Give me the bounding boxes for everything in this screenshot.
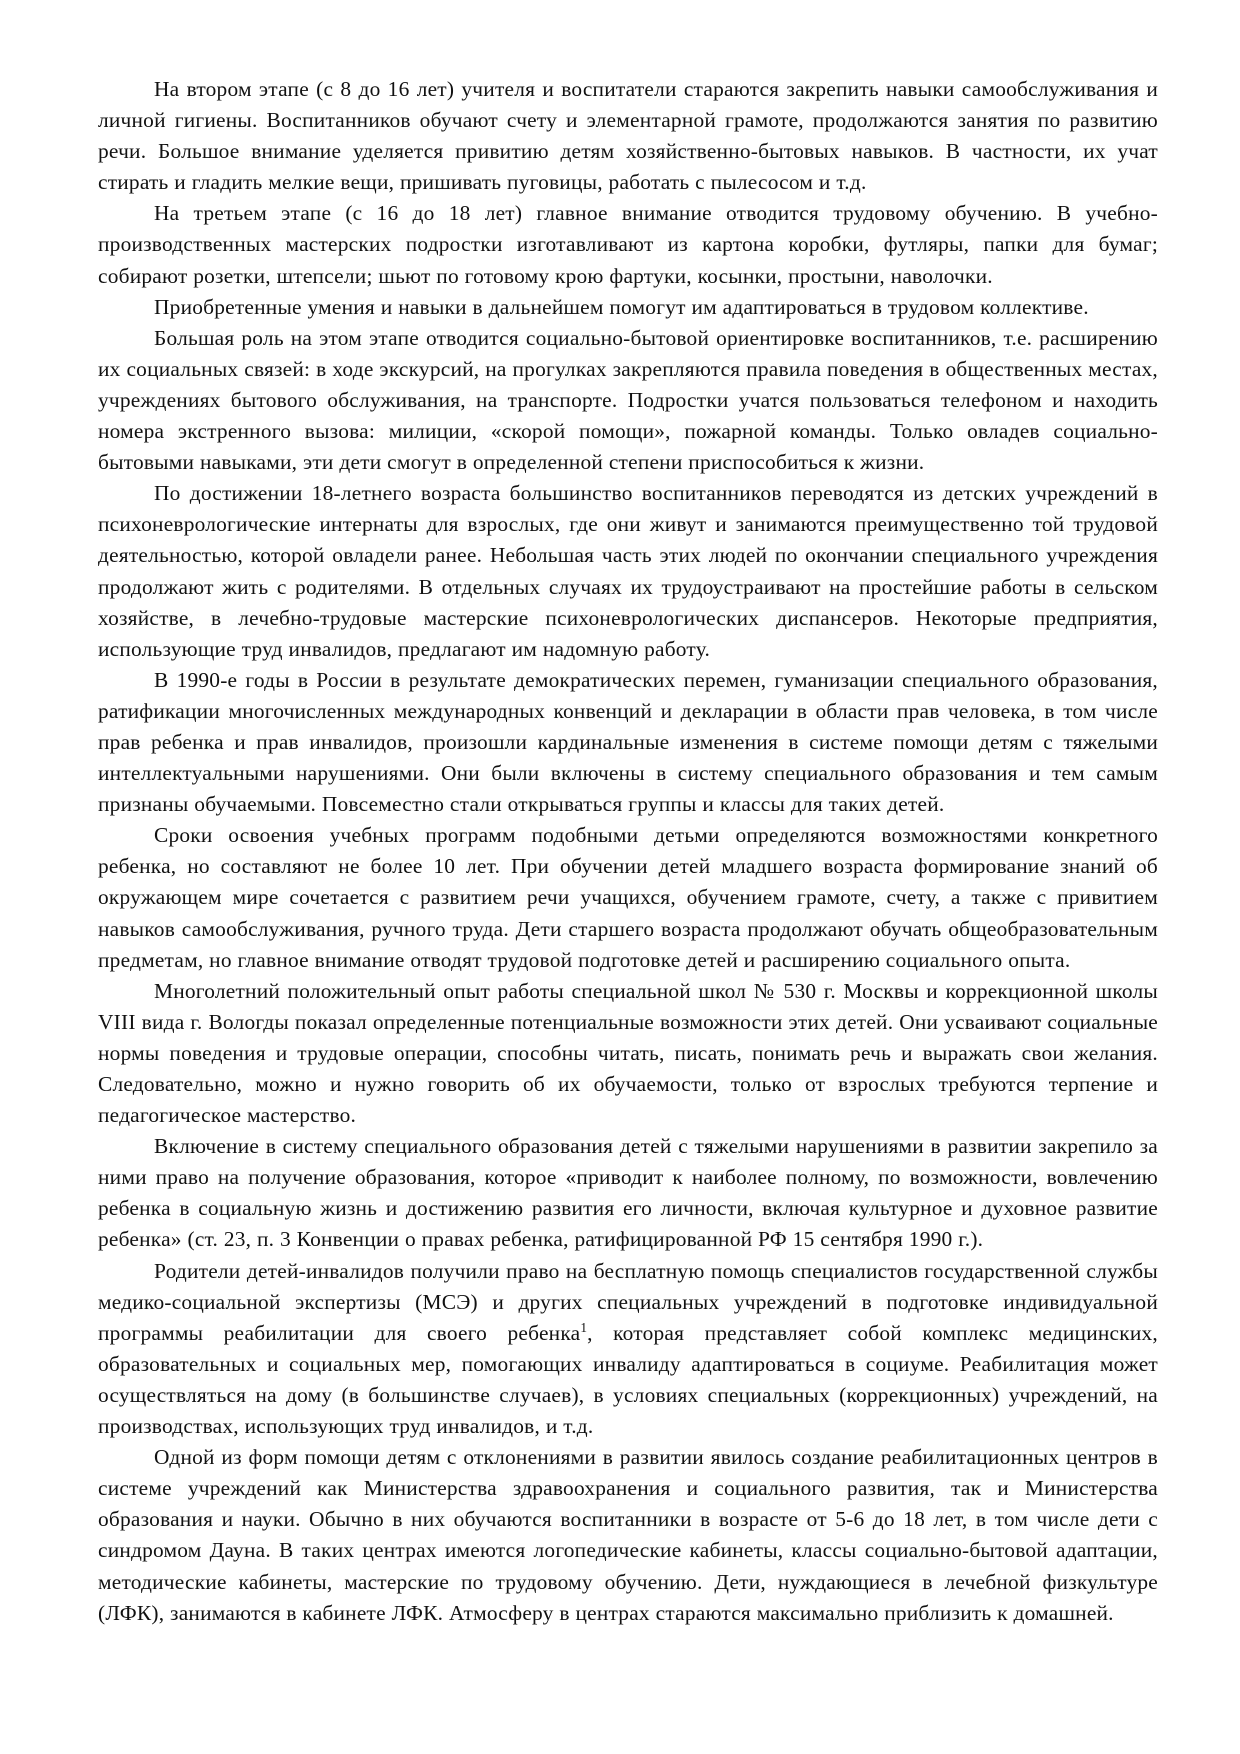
paragraph-rehab-centers: Одной из форм помощи детям с отклонениями в развитии явилось создание реабилитационных центров в системе учреждений как Министерства здравоохранения и социального развития, так и Министерства образования и науки. Обычно в них обучаются воспитанники в возрасте от 5-6 до 18 лет, в том числе дети с синдромом Дауна. В таких центрах имеются логопедические кабинеты, классы социально-бытовой адаптации, методические кабинеты, мастерские по трудовому обучению. Дети, нуждающиеся в лечебной физкультуре (ЛФК), занимаются в кабинете ЛФК. Атмосферу в центрах стараются максимально приблизить к домашней. [98,1445,1158,1625]
paragraph-social-orientation: Большая роль на этом этапе отводится социально-бытовой ориентировке воспитанников, т.е. расширению их социальных связей: в ходе экскурсий, на прогулках закрепляются правила поведения в общественных местах, учреждениях бытового обслуживания, на транспорте. Подростки учатся пользоваться телефоном и находить номера экстренного вызова: милиции, «скорой помощи», пожарной команды. Только овладев социально-бытовыми навыками, эти дети смогут в определенной степени приспособиться к жизни. [98,325,1158,475]
paragraph-inclusion-rights: Включение в систему специального образования детей с тяжелыми нарушениями в развитии закрепило за ними право на получение образования, которое «приводит к наиболее полному, по возможности, вовлечению ребенка в социальную жизнь и достижению развития его личности, включая культурное и духовное развитие ребенка» (ст. 23, п. 3 Конвенции о правах ребенка, ратифицированной РФ 15 сентября 1990 г.). [98,1134,1158,1252]
paragraph-stage-three: На третьем этапе (с 16 до 18 лет) главное внимание отводится трудовому обучению. В учебно-производственных мастерских подростки изготавливают из картона коробки, футляры, папки для бумаг; собирают розетки, штепсели; шьют по готовому крою фартуки, косынки, простыни, наволочки. [98,201,1158,288]
paragraph-age-eighteen: По достижении 18-летнего возраста большинство воспитанников переводятся из детских учреждений в психоневрологические интернаты для взрослых, где они живут и занимаются преимущественно той трудовой деятельностью, которой овладели ранее. Небольшая часть этих людей по окончании специального учреждения продолжают жить с родителями. В отдельных случаях их трудоустраивают на простейшие работы в сельском хозяйстве, в лечебно-трудовые мастерские психоневрологических диспансеров. Некоторые предприятия, использующие труд инвалидов, предлагают им надомную работу. [98,481,1158,661]
paragraph-parents-rights-part-two: , которая представляет собой комплекс медицинских, образовательных и социальных мер, помогающих инвалиду адаптироваться в социуме. Реабилитация может осуществляться на дому (в большинстве случаев), в условиях специальных (коррекционных) учреждений, на производствах, использующих труд инвалидов, и т.д. [98,1320,1158,1439]
paragraph-nineties: В 1990-е годы в России в результате демократических перемен, гуманизации специального образования, ратификации многочисленных международных конвенций и декларации в области прав человека, в том числе прав ребенка и прав инвалидов, произошли кардинальные изменения в системе помощи детям с тяжелыми интеллектуальными нарушениями. Они были включены в систему специального образования и тем самым признаны обучаемыми. Повсеместно стали открываться группы и классы для таких детей. [98,667,1158,817]
paragraph-parents-rights-part-one: Родители детей-инвалидов получили право на бесплатную помощь специалистов государственной службы медико-социальной экспертизы (МСЭ) и других специальных учреждений в подготовке индивидуальной программы реабилитации для своего ребенка [98,1258,1158,1345]
paragraph-parents-rights [98,1256,1158,1443]
footnote-reference-marker: 1 [580,1319,588,1335]
body-text-column [98,74,1158,1629]
paragraph-schools-experience: Многолетний положительный опыт работы специальной школ № 530 г. Москвы и коррекционной школы VIII вида г. Вологды показал определенные потенциальные возможности этих детей. Они усваивают социальные нормы поведения и трудовые операции, способны читать, писать, понимать речь и выражать свои желания. Следовательно, можно и нужно говорить об их обучаемости, только от взрослых требуются терпение и педагогическое мастерство. [98,978,1158,1128]
paragraph-program-terms: Сроки освоения учебных программ подобными детьми определяются возможностями конкретного ребенка, но составляют не более 10 лет. При обучении детей младшего возраста формирование знаний об окружающем мире сочетается с развитием речи учащихся, обучением грамоте, счету, а также с привитием навыков самообслуживания, ручного труда. Дети старшего возраста продолжают обучать общеобразовательным предметам, но главное внимание отводят трудовой подготовке детей и расширению социального опыта. [98,823,1158,972]
paragraph-stage-two: На втором этапе (с 8 до 16 лет) учителя и воспитатели стараются закрепить навыки самообслуживания и личной гигиены. Воспитанников обучают счету и элементарной грамоте, продолжаются занятия по развитию речи. Большое внимание уделяется привитию детям хозяйственно-бытовых навыков. В частности, их учат стирать и гладить мелкие вещи, пришивать пуговицы, работать с пылесосом и т.д. [98,77,1158,195]
paragraph-acquired-skills: Приобретенные умения и навыки в дальнейшем помогут им адаптироваться в трудовом коллективе. [154,294,1089,319]
